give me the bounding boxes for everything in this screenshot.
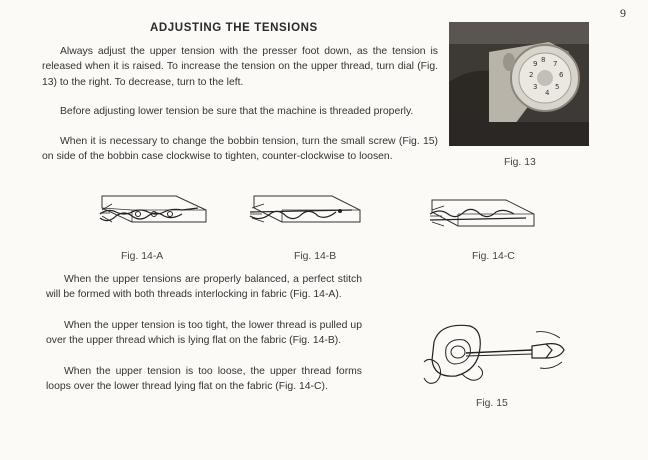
paragraph-lower-tension: Before adjusting lower tension be sure that the machine is threaded properly. — [60, 106, 414, 117]
fig-13-caption: Fig. 13 — [504, 157, 536, 168]
fig-14b-caption: Fig. 14-B — [294, 251, 337, 262]
fig-14b-tight-tension-illustration — [248, 188, 364, 238]
section-heading: ADJUSTING THE TENSIONS — [150, 22, 318, 34]
fig-13-tension-dial-photo — [449, 22, 589, 146]
fig-14a-caption: Fig. 14-A — [121, 251, 164, 262]
fig-14c-caption: Fig. 14-C — [472, 251, 515, 262]
fig-14c-loose-tension-illustration — [428, 192, 538, 240]
paragraph-too-tight: When the upper tension is too tight, the lower thread is pulled up over the upper thread which is lying flat on the fabric (Fig. 14-B). — [46, 320, 362, 347]
fig-14a-balanced-stitch-illustration — [98, 188, 210, 238]
svg-text:3: 3 — [533, 83, 538, 91]
paragraph-balanced: When the upper tensions are properly balanced, a perfect stitch will be formed with both threads interlocking in fabric (Fig. 14-A). — [46, 274, 362, 301]
fig-15-bobbin-screwdriver-illustration — [420, 312, 570, 392]
page-number: 9 — [620, 6, 626, 20]
svg-text:9: 9 — [533, 60, 538, 68]
paragraph-too-loose: When the upper tension is too loose, the upper thread forms loops over the lower thread lying flat on the fabric (Fig. 14-C). — [46, 366, 362, 393]
paragraph-bobbin-tension: When it is necessary to change the bobbin tension, turn the small screw (Fig. 15) on side of the bobbin case clockwise to tighten, counter-clockwise to loosen. — [42, 136, 438, 163]
svg-text:6: 6 — [559, 71, 564, 79]
svg-text:4: 4 — [545, 89, 550, 97]
fig-15-caption: Fig. 15 — [476, 398, 508, 409]
svg-text:5: 5 — [555, 83, 560, 91]
svg-text:8: 8 — [541, 56, 546, 64]
paragraph-upper-tension: Always adjust the upper tension with the presser foot down, as the tension is released when it is raised. To increase the tension on the upper thread, turn dial (Fig. 13) to the right. To decrease, turn to the left. — [42, 46, 438, 88]
svg-text:2: 2 — [529, 71, 534, 79]
svg-text:7: 7 — [553, 60, 558, 68]
